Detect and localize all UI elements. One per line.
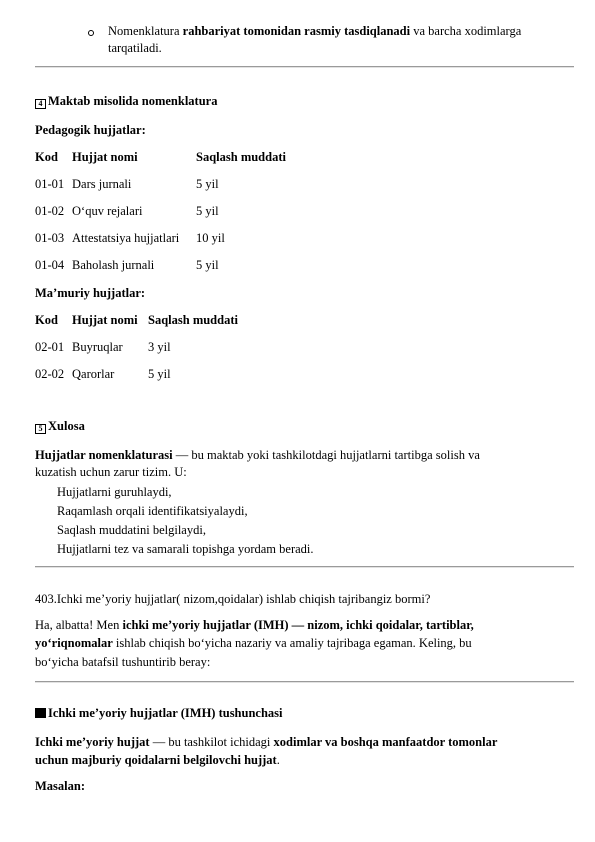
table-cell: Buyruqlar xyxy=(72,340,123,354)
intro-line-1: Nomenklatura rahbariyat tomonidan rasmiy tasdiqlanadi va barcha xodimlarga xyxy=(108,24,522,38)
table-cell: Baholash jurnali xyxy=(72,258,155,272)
question-text: 403.Ichki me’yoriy hujjatlar( nizom,qoidalar) ishlab chiqish tajribangiz bormi? xyxy=(35,592,431,606)
divider xyxy=(35,566,574,568)
table-cell: 01-02 xyxy=(35,204,65,218)
table-header-name: Hujjat nomi xyxy=(72,150,138,164)
section-4-heading: 4 Maktab misolida nomenklatura xyxy=(35,94,217,109)
divider xyxy=(35,681,574,683)
summary-list-item: Saqlash muddatini belgilaydi, xyxy=(57,523,206,537)
list-bullet xyxy=(88,30,94,36)
section-5-heading: 5 Xulosa xyxy=(35,419,85,434)
example-label: Masalan: xyxy=(35,779,85,793)
table-cell: 01-01 xyxy=(35,177,65,191)
table-header-name: Hujjat nomi xyxy=(72,313,138,327)
summary-list-item: Hujjatlarni tez va samarali topishga yordam beradi. xyxy=(57,542,314,556)
table-cell: 5 yil xyxy=(196,177,219,191)
table-cell: 02-01 xyxy=(35,340,65,354)
table-header-retention: Saqlash muddati xyxy=(196,150,286,164)
summary-paragraph-line-1: Hujjatlar nomenklaturasi — bu maktab yoki tashkilotdagi hujjatlarni tartibga solish va xyxy=(35,448,480,462)
keycap-number-icon: 4 xyxy=(35,99,46,109)
summary-paragraph-line-2: kuzatish uchun zarur tizim. U: xyxy=(35,465,187,479)
table-cell: 01-03 xyxy=(35,231,65,245)
administrative-docs-label: Ma’muriy hujjatlar: xyxy=(35,286,146,300)
answer-line-3: bo‘yicha batafsil tushuntirib beray: xyxy=(35,655,211,669)
keycap-number-icon xyxy=(35,708,46,718)
table-cell: 3 yil xyxy=(148,340,171,354)
table-cell: Attestatsiya hujjatlari xyxy=(72,231,180,245)
table-cell: 02-02 xyxy=(35,367,65,381)
intro-line-2: tarqatiladi. xyxy=(108,41,162,55)
definition-line-1: Ichki me’yoriy hujjat — bu tashkilot ichidagi xodimlar va boshqa manfaatdor tomonlar xyxy=(35,735,498,749)
section-1-heading: Ichki me’yoriy hujjatlar (IMH) tushunchasi xyxy=(35,706,283,721)
table-cell: 5 yil xyxy=(196,258,219,272)
table-cell: 5 yil xyxy=(196,204,219,218)
answer-line-1: Ha, albatta! Men ichki me’yoriy hujjatlar (IMH) — nizom, ichki qoidalar, tartiblar, xyxy=(35,618,474,632)
table-header-code: Kod xyxy=(35,313,58,327)
table-cell: 10 yil xyxy=(196,231,225,245)
divider xyxy=(35,66,574,68)
table-header-code: Kod xyxy=(35,150,58,164)
table-cell: 01-04 xyxy=(35,258,65,272)
definition-line-2: uchun majburiy qoidalarni belgilovchi hujjat. xyxy=(35,753,280,767)
pedagogical-docs-label: Pedagogik hujjatlar: xyxy=(35,123,146,137)
table-header-retention: Saqlash muddati xyxy=(148,313,238,327)
keycap-number-icon: 5 xyxy=(35,424,46,434)
summary-list-item: Hujjatlarni guruhlaydi, xyxy=(57,485,172,499)
table-cell: O‘quv rejalari xyxy=(72,204,143,218)
table-cell: Dars jurnali xyxy=(72,177,132,191)
table-cell: 5 yil xyxy=(148,367,171,381)
answer-line-2: yo‘riqnomalar ishlab chiqish bo‘yicha nazariy va amaliy tajribaga egaman. Keling, bu xyxy=(35,636,472,650)
summary-list-item: Raqamlash orqali identifikatsiyalaydi, xyxy=(57,504,248,518)
table-cell: Qarorlar xyxy=(72,367,115,381)
